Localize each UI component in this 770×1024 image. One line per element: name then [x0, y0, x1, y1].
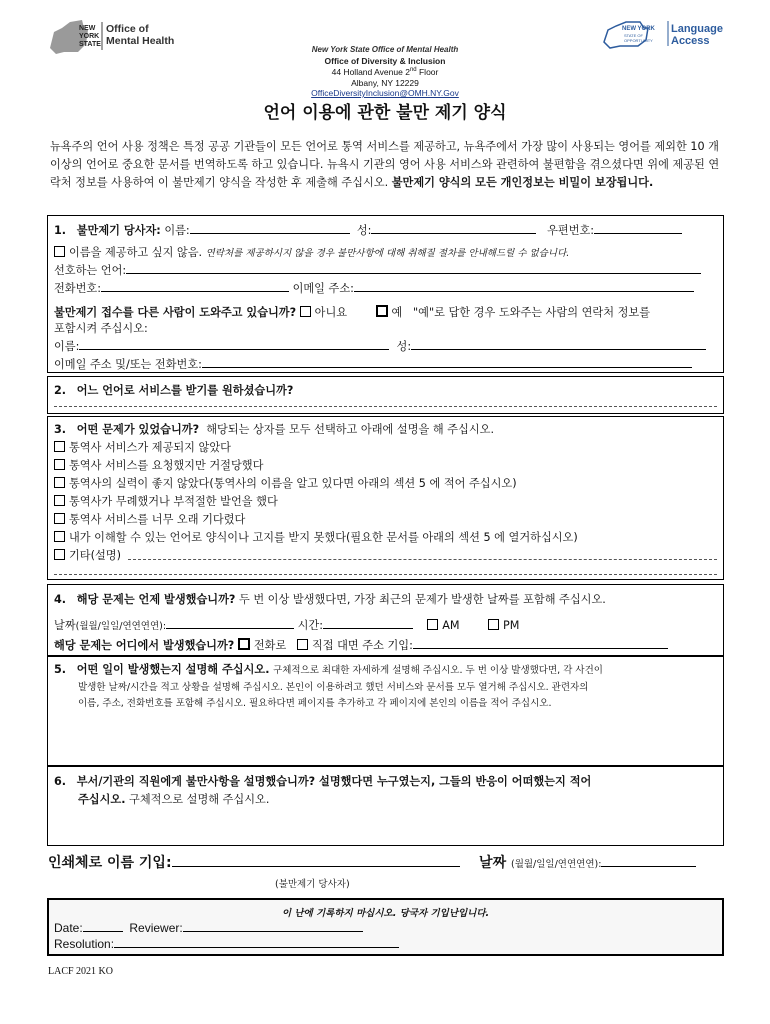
- office-email-link[interactable]: OfficeDiversityInclusion@OMH.NY.Gov: [311, 88, 459, 98]
- address-line-1: 44 Holland Avenue 2nd Floor: [331, 67, 439, 77]
- address-line-2: Albany, NY 12229: [351, 78, 419, 88]
- pm-checkbox[interactable]: [488, 619, 499, 630]
- section-1: [47, 215, 724, 373]
- s2-question: 2. 어느 언어로 서비스를 받기를 원하셨습니까?: [54, 384, 294, 397]
- s4-where-row: 해당 문제는 어디에서 발생했습니까? 전화로 직접 대면 주소 기입:: [54, 637, 668, 653]
- preferred-language-field[interactable]: [126, 262, 701, 274]
- section-3: [47, 416, 724, 580]
- s5-note-3: 이름, 주소, 전화번호를 포함해 주십시오. 필요하다면 페이지를 추가하고 각 페이지에 본인의 이름을 적어 주십시오.: [78, 698, 552, 709]
- checkbox[interactable]: [54, 531, 65, 542]
- section-5: [47, 656, 724, 766]
- s1-helper-contact-row: 이메일 주소 및/또는 전화번호:: [54, 356, 692, 372]
- phone-checkbox[interactable]: [238, 638, 250, 650]
- no-name-checkbox[interactable]: [54, 246, 65, 257]
- s1-helper-name-row: 이름: 성:: [54, 338, 706, 354]
- svg-text:NEW YORK: NEW YORK: [622, 26, 655, 32]
- resolution-field[interactable]: [114, 936, 399, 948]
- intro-paragraph: 뉴욕주의 언어 사용 정책은 특정 공공 기관들이 모든 언어로 통역 서비스를 제공하고, 뉴욕주에서 가장 많이 사용되는 영어를 제외한 10 개 이상의 언어로 중요한 문서를 번역하도록 하고 있습니다. 뉴욕시 기관의 영어 사용 서비스와 관련하여 불편함을 겪으셨다면 위에 제공된 연락처 정보를 사용하여 이 불만제기 양식을 작성한 후 제출해 주십시오. 불만제기 양식의 모든 개인정보는 비밀이 보장됩니다.: [50, 140, 720, 189]
- email-field[interactable]: [354, 280, 694, 292]
- s5-question: 5. 어떤 일이 발생했는지 설명해 주십시오. 구체적으로 최대한 자세하게 설명해 주십시오. 두 번 이상 발생했다면, 각 사건이: [54, 663, 603, 676]
- svg-text:STATE: STATE: [79, 41, 101, 48]
- svg-text:Access: Access: [671, 35, 710, 47]
- checkbox[interactable]: [54, 549, 65, 560]
- form-title: 언어 이용에 관한 불만 제기 양식: [263, 103, 507, 123]
- office-use-box: [47, 898, 724, 956]
- help-no-checkbox[interactable]: [300, 306, 311, 317]
- agency-name: New York State Office of Mental Health: [311, 45, 459, 54]
- office-resolution-row: Resolution:: [54, 936, 399, 951]
- print-name-field[interactable]: [172, 852, 460, 867]
- last-name-field[interactable]: [371, 222, 536, 234]
- incident-time-field[interactable]: [323, 617, 413, 629]
- s3-option[interactable]: 통역사가 무례했거나 부적절한 발언을 했다: [54, 493, 278, 509]
- phone-field[interactable]: [101, 280, 289, 292]
- s3-option[interactable]: 통역사의 실력이 좋지 않았다(통역사의 이름을 알고 있다면 아래의 섹션 5 에 적어 주십시오): [54, 475, 517, 491]
- svg-text:YORK: YORK: [79, 33, 100, 40]
- division-name: Office of Diversity & Inclusion: [324, 56, 446, 66]
- checkbox[interactable]: [54, 441, 65, 452]
- checkbox[interactable]: [54, 477, 65, 488]
- svg-text:Mental Health: Mental Health: [106, 35, 175, 47]
- signature-row: 인쇄체로 이름 기입: 날짜 (월월/일일/연연연연):: [48, 852, 696, 872]
- checkbox[interactable]: [54, 513, 65, 524]
- checkbox[interactable]: [54, 495, 65, 506]
- help-yes-checkbox[interactable]: [376, 305, 388, 317]
- section-2: [47, 376, 724, 414]
- s3-option[interactable]: 통역사 서비스를 너무 오래 기다렸다: [54, 511, 245, 527]
- svg-text:NEW: NEW: [79, 25, 96, 32]
- s5-note-2: 발생한 날짜/시간을 적고 상황을 설명해 주십시오. 본인이 이용하려고 했던 서비스와 문서를 모두 열거해 주십시오. 관련자의: [78, 682, 589, 693]
- office-date-field[interactable]: [83, 920, 123, 932]
- reviewer-field[interactable]: [183, 920, 363, 932]
- svg-text:STATE OF: STATE OF: [624, 33, 643, 38]
- s3-option[interactable]: 통역사 서비스를 요청했지만 거절당했다: [54, 457, 263, 473]
- checkbox[interactable]: [54, 459, 65, 470]
- helper-contact-field[interactable]: [202, 356, 692, 368]
- s1-help-row: 불만제기 접수를 다른 사람이 도와주고 있습니까? 아니요 예 "예"로 답한 경우 도와주는 사람의 연락처 정보를: [54, 306, 650, 319]
- s6-question-2: 주십시오. 구체적으로 설명해 주십시오.: [78, 793, 270, 806]
- svg-text:Language: Language: [671, 23, 723, 35]
- svg-text:Office of: Office of: [106, 23, 149, 35]
- s3-other-line-2[interactable]: [54, 573, 717, 575]
- first-name-field[interactable]: [190, 222, 350, 234]
- in-person-checkbox[interactable]: [297, 639, 308, 650]
- section-4: [47, 584, 724, 656]
- s3-option[interactable]: 내가 이해할 수 있는 언어로 양식이나 고지를 받지 못했다(필요한 문서를 아래의 섹션 5 에 열거하십시오): [54, 529, 578, 545]
- s3-option-other[interactable]: 기타(설명): [54, 547, 121, 563]
- office-date-reviewer-row: Date: Reviewer:: [54, 920, 363, 935]
- am-checkbox[interactable]: [427, 619, 438, 630]
- s1-help-note: 포함시켜 주십시오:: [54, 322, 148, 335]
- section-6: [47, 766, 724, 846]
- s6-answer-area[interactable]: [48, 809, 723, 845]
- s2-answer-line[interactable]: [54, 405, 717, 407]
- incident-date-field[interactable]: [166, 617, 294, 629]
- s1-no-name-row: 이름을 제공하고 싶지 않음. 연락처를 제공하시지 않을 경우 불만사항에 대해 취해질 절차를 안내해드릴 수 없습니다.: [54, 244, 569, 260]
- office-use-note: 이 난에 기록하지 마십시오. 당국자 기입난입니다.: [281, 908, 490, 919]
- s3-question: 3. 어떤 문제가 있었습니까? 해당되는 상자를 모두 선택하고 아래에 설명을 해 주십시오.: [54, 423, 495, 436]
- helper-first-name-field[interactable]: [79, 338, 389, 350]
- zip-field[interactable]: [594, 222, 682, 234]
- svg-text:OPPORTUNITY: OPPORTUNITY: [624, 38, 653, 43]
- s5-answer-area[interactable]: [48, 713, 723, 765]
- s1-name-row: 1. 불만제기 당사자: 이름: 성: 우편번호:: [54, 222, 682, 238]
- form-code: LACF 2021 KO: [48, 966, 114, 977]
- s4-question: 4. 해당 문제는 언제 발생했습니까? 두 번 이상 발생했다면, 가장 최근의 문제가 발생한 날짜를 포함해 주십시오.: [54, 593, 606, 606]
- s6-question: 6. 부서/기관의 직원에게 불만사항을 설명했습니까? 설명했다면 누구였는지, 그들의 반응이 어떠했는지 적어: [54, 775, 592, 788]
- signature-date-field[interactable]: [601, 852, 696, 867]
- s4-date-row: 날짜(월월/일일/연연연연): 시간: AM PM: [54, 619, 520, 632]
- s3-other-line-1[interactable]: [128, 558, 717, 560]
- s1-phone-email-row: 전화번호: 이메일 주소:: [54, 280, 694, 296]
- signature-sub-label: (불만제기 당사자): [275, 879, 350, 890]
- s1-language-row: 선호하는 언어:: [54, 262, 701, 278]
- in-person-address-field[interactable]: [413, 637, 668, 649]
- s3-option[interactable]: 통역사 서비스가 제공되지 않았다: [54, 439, 231, 455]
- helper-last-name-field[interactable]: [411, 338, 706, 350]
